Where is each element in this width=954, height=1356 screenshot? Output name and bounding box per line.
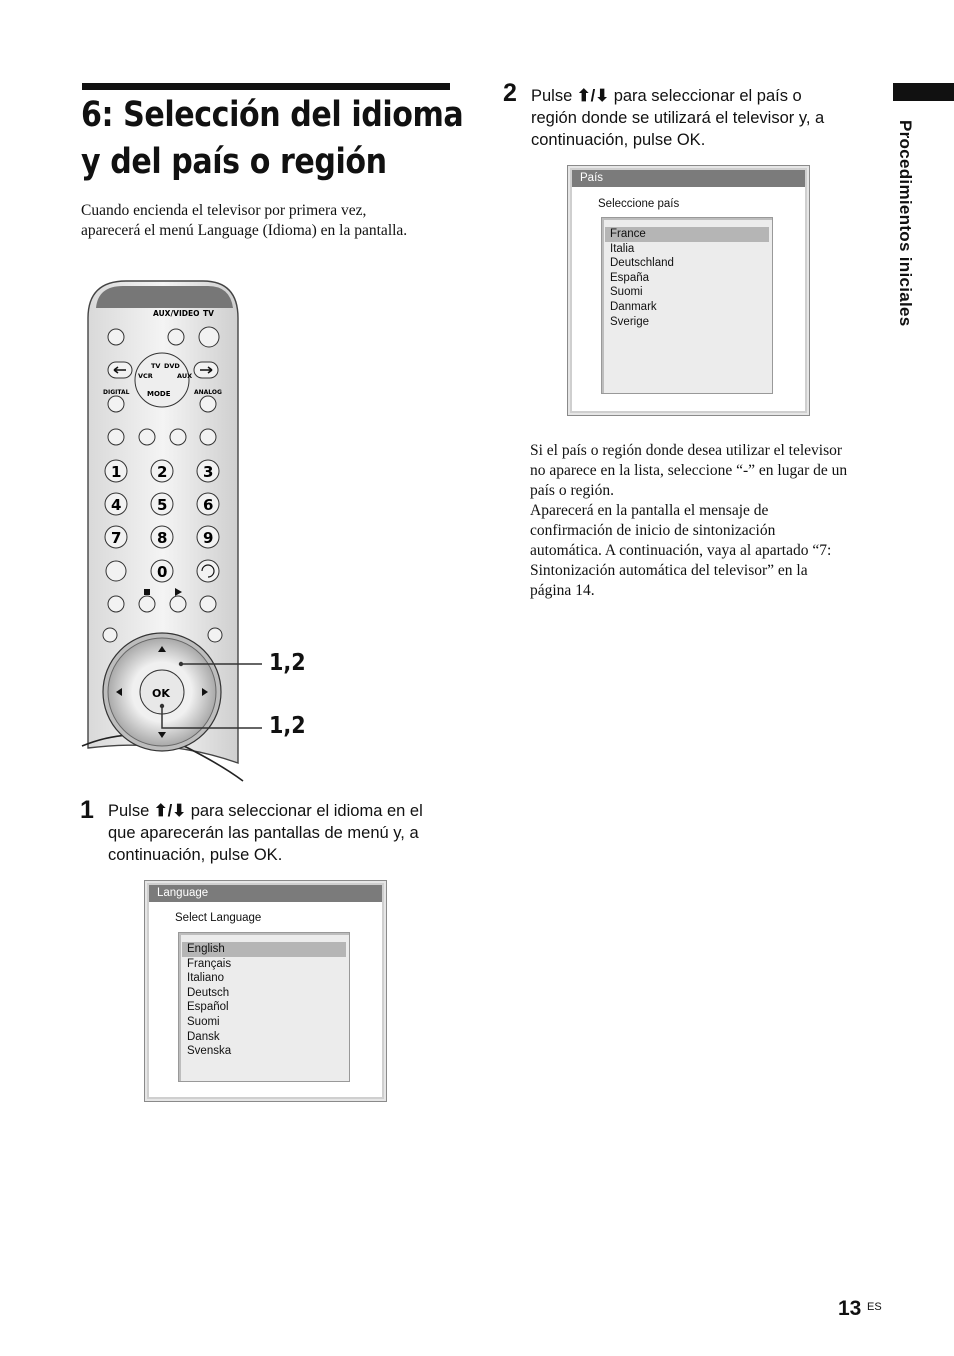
page-title	[81, 92, 464, 186]
page-language-suffix: ES	[867, 1301, 882, 1313]
step-1-pulse: Pulse	[108, 802, 154, 820]
fast-forward-button[interactable]	[200, 596, 216, 612]
page-title-line-2: y del país o región	[81, 142, 387, 182]
intro-line-2: aparecerá el menú Language (Idioma) en la pantalla.	[81, 222, 408, 239]
intro-line-1: Cuando encienda el televisor por primera vez,	[81, 202, 367, 219]
step-2-number: 2	[503, 79, 517, 107]
jump-button[interactable]	[197, 560, 219, 582]
sound-mode-button[interactable]	[108, 429, 124, 445]
digit-1-label: 1	[111, 463, 122, 481]
section-side-label	[895, 120, 915, 340]
stop-icon	[144, 589, 150, 595]
step-1-number: 1	[80, 796, 94, 824]
digital-label: DIGITAL	[103, 389, 130, 396]
section-side-label-text: Procedimientos iniciales	[896, 120, 915, 327]
step-2-text	[531, 85, 871, 151]
language-menu-body	[149, 902, 382, 1097]
title-rule	[82, 83, 450, 90]
play-button[interactable]	[170, 596, 186, 612]
language-menu-header: Language	[149, 885, 382, 902]
country-option-deutschland[interactable]: Deutschland	[610, 257, 674, 270]
country-option-france[interactable]: France	[605, 227, 769, 242]
callout-label-2: 1,2	[269, 713, 306, 739]
step-1-line-1-rest: para seleccionar el idioma en el	[186, 802, 423, 820]
mode-label: MODE	[147, 390, 171, 398]
country-menu	[567, 165, 810, 416]
language-option-deutsch[interactable]: Deutsch	[187, 986, 230, 999]
up-down-arrow-icon: ⬆/⬇	[153, 802, 187, 820]
analog-button[interactable]	[200, 396, 216, 412]
language-option-italiano[interactable]: Italiano	[187, 972, 225, 985]
step-1-line-1	[108, 800, 453, 822]
digit-9-label: 9	[203, 529, 214, 547]
language-menu	[144, 880, 387, 1102]
mode-dial[interactable]	[135, 353, 189, 407]
digit-0-label: 0	[157, 563, 168, 581]
step-2-line-2: región donde se utilizará el televisor y, a	[531, 109, 825, 127]
vcr-label: VCR	[138, 372, 153, 380]
country-option-espana[interactable]: España	[610, 271, 650, 284]
mute-button[interactable]	[108, 329, 124, 345]
language-option-english[interactable]: English	[182, 942, 346, 957]
language-option-suomi[interactable]: Suomi	[187, 1015, 220, 1028]
country-option-suomi[interactable]: Suomi	[610, 286, 643, 299]
language-option-espanol[interactable]: Español	[187, 1001, 229, 1014]
step-1-line-3: continuación, pulse OK.	[108, 846, 283, 864]
country-option-sverige[interactable]: Sverige	[610, 315, 649, 328]
note-line-5: confirmación de inicio de sintonización	[530, 522, 776, 539]
step-1-text	[108, 800, 453, 866]
country-menu-body	[572, 187, 805, 411]
info-button[interactable]	[106, 561, 126, 581]
country-menu-header: País	[572, 170, 805, 187]
stop-button[interactable]	[139, 596, 155, 612]
page-number: 13	[838, 1297, 862, 1320]
digit-7-label: 7	[111, 529, 122, 547]
picture-mode-button[interactable]	[139, 429, 155, 445]
tv-dial-label: TV	[151, 362, 161, 370]
callout-label-1: 1,2	[269, 650, 306, 676]
step-2-pulse: Pulse	[531, 87, 577, 105]
intro-text	[81, 201, 461, 241]
language-menu-subtitle: Select Language	[175, 912, 262, 924]
note-line-4: Aparecerá en la pantalla el mensaje de	[530, 502, 769, 519]
menu-button[interactable]	[208, 628, 222, 642]
section-tab-marker	[893, 83, 954, 101]
aux-video-label: AUX/VIDEO	[153, 309, 200, 318]
digital-button[interactable]	[108, 396, 124, 412]
language-option-svenska[interactable]: Svenska	[187, 1045, 232, 1058]
teletext-button[interactable]	[103, 628, 117, 642]
aux-label: AUX	[177, 372, 193, 380]
country-menu-subtitle: Seleccione país	[598, 198, 680, 210]
country-option-danmark[interactable]: Danmark	[610, 300, 657, 313]
step-2-line-1	[531, 85, 871, 107]
digit-5-label: 5	[157, 496, 168, 514]
note-line-7: Sintonización automática del televisor” en la	[530, 562, 808, 579]
remote-control-illustration	[78, 278, 338, 783]
country-option-italia[interactable]: Italia	[610, 242, 635, 255]
digit-2-label: 2	[157, 463, 168, 481]
input-select-button[interactable]	[200, 429, 216, 445]
language-option-francais[interactable]: Français	[187, 957, 232, 970]
country-note	[530, 441, 890, 601]
analog-label: ANALOG	[194, 389, 222, 396]
tv-label: TV	[203, 309, 214, 318]
country-list[interactable]	[601, 217, 773, 394]
digit-6-label: 6	[203, 496, 214, 514]
tv-power-button[interactable]	[199, 327, 219, 347]
dvd-label: DVD	[164, 362, 180, 370]
step-2-line-1-rest: para seleccionar el país o	[609, 87, 802, 105]
step-1-line-2: que aparecerán las pantallas de menú y, a	[108, 824, 419, 842]
step-2-line-3: continuación, pulse OK.	[531, 131, 706, 149]
digit-4-label: 4	[111, 496, 122, 514]
remote-ir-window	[96, 286, 233, 308]
note-line-3: país o región.	[530, 482, 614, 499]
note-line-1: Si el país o región donde desea utilizar el televisor	[530, 442, 843, 459]
screen-mode-button[interactable]	[170, 429, 186, 445]
note-line-2: no aparece en la lista, seleccione “-” en lugar de un	[530, 462, 848, 479]
rewind-button[interactable]	[108, 596, 124, 612]
language-option-dansk[interactable]: Dansk	[187, 1030, 220, 1043]
digit-8-label: 8	[157, 529, 168, 547]
note-line-8: página 14.	[530, 582, 595, 599]
page-title-line-1: 6: Selección del idioma	[81, 95, 464, 135]
aux-video-power-button[interactable]	[168, 329, 184, 345]
up-down-arrow-icon: ⬆/⬇	[576, 87, 610, 105]
digit-3-label: 3	[203, 463, 214, 481]
ok-label: OK	[152, 687, 170, 700]
language-list[interactable]	[178, 932, 350, 1082]
note-line-6: automática. A continuación, vaya al apartado “7:	[530, 542, 832, 559]
